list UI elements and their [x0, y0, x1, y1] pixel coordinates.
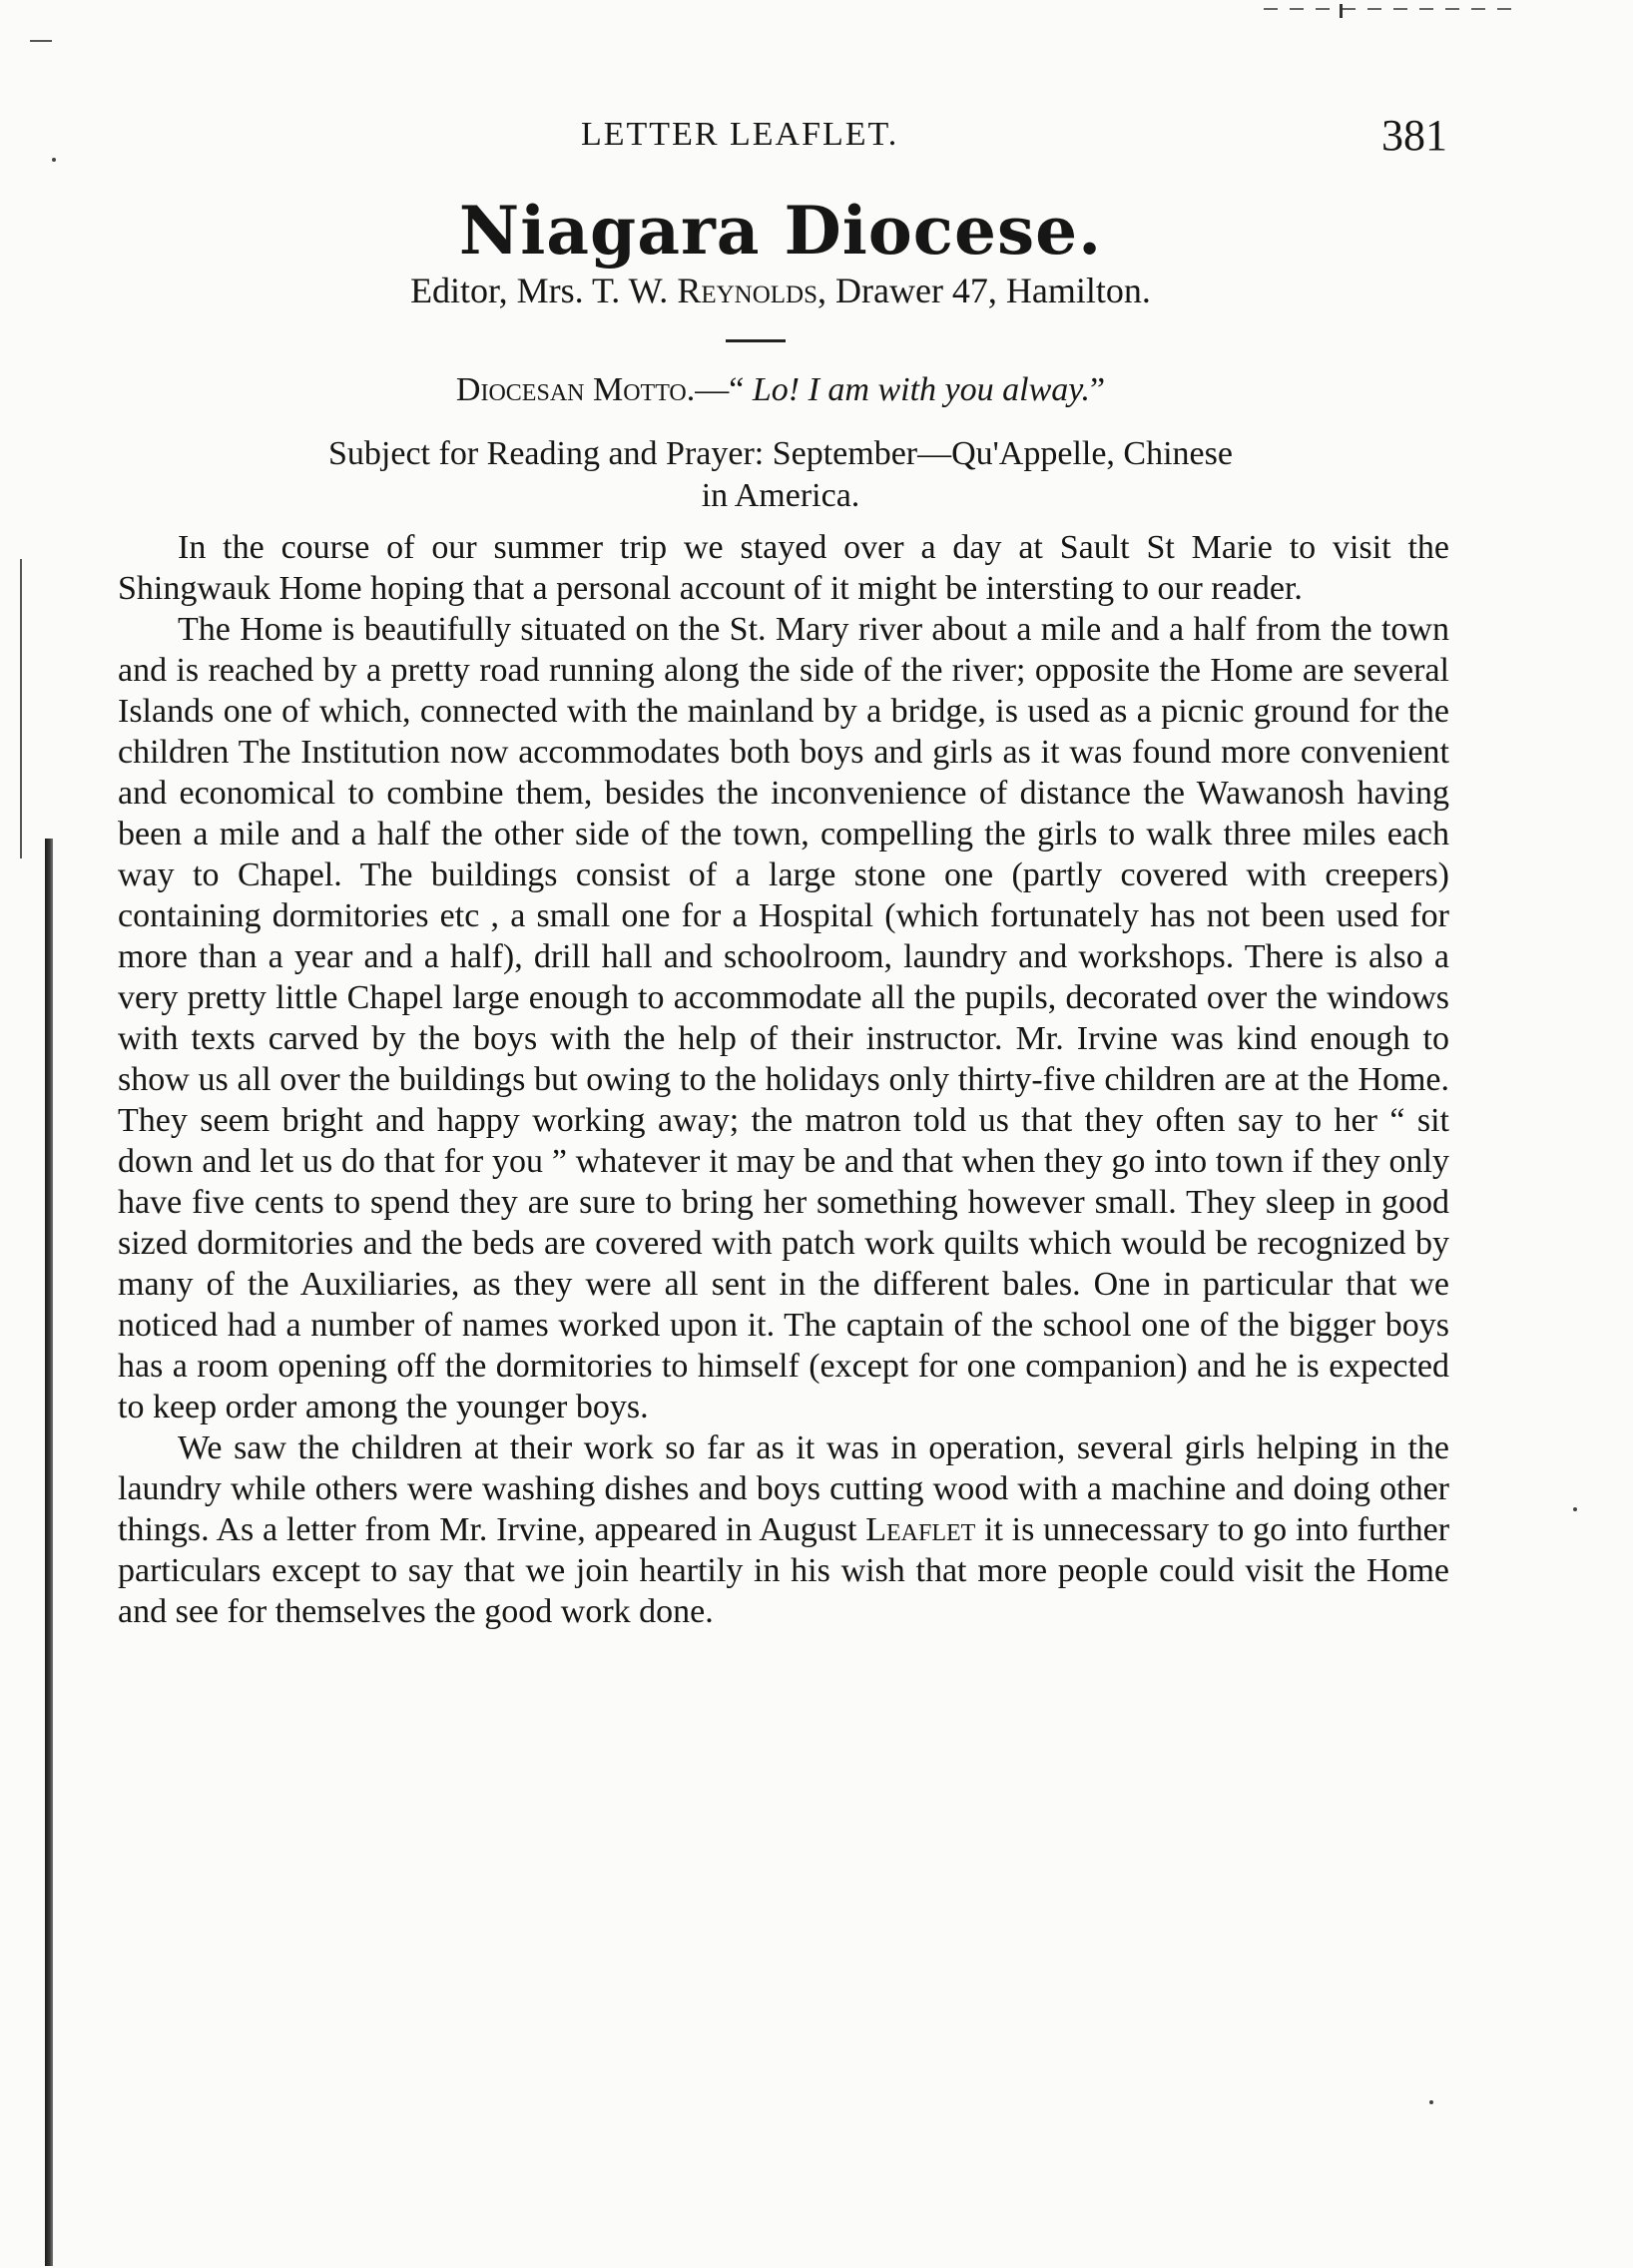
- subject-line-1: Subject for Reading and Prayer: September—Qu'Appelle, Chinese: [328, 435, 1233, 472]
- page-number: 381: [1381, 111, 1447, 160]
- binding-edge: [45, 839, 53, 2266]
- editor-line: [112, 270, 1449, 311]
- paragraph-2: The Home is beautifully situated on the St. Mary river about a mile and a half from the town and is reached by a pretty road running along the side of the river; opposite the Home are several Islands one of which, connected with the mainland by a bridge, is used as a picnic ground for the children The Institution now accommodates both boys and girls as it was found more convenient and economical to combine them, besides the inconvenience of distance the Wawanosh having been a mile and a half the other side of the town, compelling the girls to walk three miles each way to Chapel. The buildings consist of a large stone one (partly covered with creepers) containing dormitories etc , a small one for a Hospital (which fortunately has not been used for more than a year and a half), drill hall and schoolroom, laundry and workshops. There is also a very pretty little Chapel large enough to accommodate all the pupils, decorated over the windows with texts carved by the boys with the help of their instructor. Mr. Irvine was kind enough to show us all over the buildings but owing to the holidays only thirty-five children are at the Home. They seem bright and happy working away; the matron told us that they often say to her “ sit down and let us do that for you ” whatever it may be and that when they go into town if they only have five cents to spend they are sure to bring her something however small. They sleep in good sized dormitories and the beds are covered with patch work quilts which would be recognized by many of the Auxiliaries, as they were all sent in the different bales. One in particular that we noticed had a number of names worked upon it. The captain of the school one of the bigger boys has a room opening off the dormitories to himself (except for one companion) and he is expected to keep order among the younger boys.: [118, 611, 1449, 1425]
- editor-prefix: Editor, Mrs. T. W.: [410, 271, 678, 310]
- paragraph-1: In the course of our summer trip we stayed over a day at Sault St Marie to visit the Shingwauk Home hoping that a personal account of it might be intersting to our reader.: [118, 529, 1449, 607]
- article-body: [118, 527, 1449, 1632]
- speck: [1573, 1507, 1577, 1511]
- editor-name: Reynolds: [677, 271, 817, 310]
- subject-line-2: in America.: [701, 477, 860, 514]
- reading-subject: [112, 433, 1449, 517]
- binding-edge-thin: [20, 559, 22, 858]
- top-tick: [1340, 4, 1343, 18]
- motto-label: Diocesan Motto.: [455, 371, 696, 408]
- motto-text: Lo! I am with you alway.: [752, 371, 1090, 408]
- diocesan-motto: [112, 371, 1449, 409]
- running-title: LETTER LEAFLET.: [581, 116, 899, 153]
- speck: [52, 158, 56, 162]
- left-dash: [30, 40, 52, 42]
- paragraph-3-end: it is unnecessary to go into further particulars except to say that we join heartily in his wish that more people could visit the Home and see for themselves the good work done.: [118, 1511, 1450, 1630]
- running-head: [112, 110, 1449, 160]
- section-title: Niagara Diocese.: [458, 192, 1103, 270]
- paragraph-3-start: We saw the children at their work so far as it was in operation, several girls helping in the laundry while others were washing dishes and boys cutting wood with a machine and doing other things. As a letter from Mr. Irvine, appeared in August: [118, 1429, 1449, 1548]
- motto-close: ”: [1089, 371, 1106, 408]
- motto-dash: —“: [695, 371, 753, 408]
- speck: [1429, 2100, 1433, 2104]
- divider-rule: [726, 339, 786, 342]
- leaflet-word: Leaflet: [865, 1511, 976, 1548]
- editor-suffix: , Drawer 47, Hamilton.: [817, 271, 1151, 310]
- top-scratch: [1264, 8, 1523, 10]
- paragraph-3: [118, 1427, 1449, 1632]
